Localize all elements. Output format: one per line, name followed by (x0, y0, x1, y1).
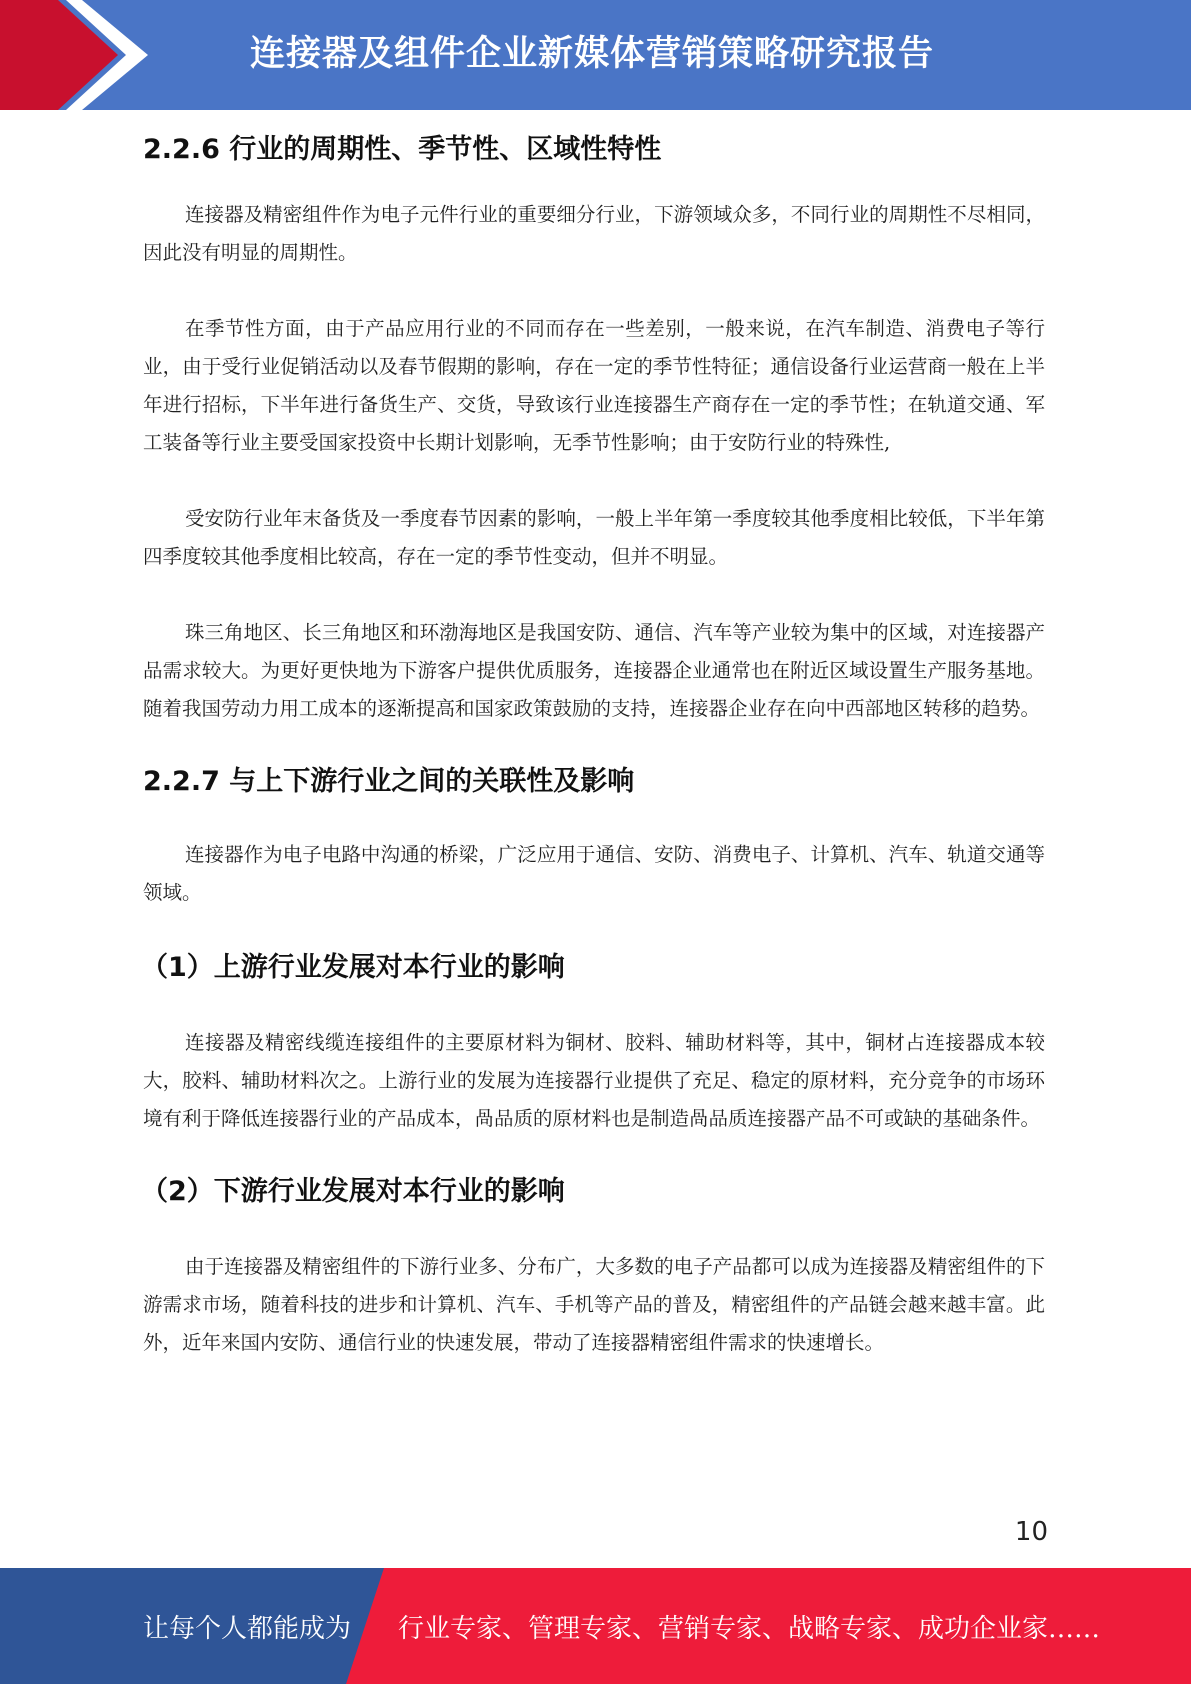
paragraph: 受安防行业年末备货及一季度春节因素的影响，一般上半年第一季度较其他季度相比较低，下半年第四季度较其他季度相比较高，存在一定的季节性变动，但并不明显。 (143, 507, 1045, 568)
report-title: 连接器及组件企业新媒体营销策略研究报告 (250, 34, 935, 74)
page-header (0, 0, 1191, 110)
subsection-heading-downstream: （2）下游行业发展对本行业的影响 (141, 1176, 565, 1207)
paragraph: 在季节性方面，由于产品应用行业的不同而存在一些差别，一般来说，在汽车制造、消费电子等行业，由于受行业促销活动以及春节假期的影响，存在一定的季节性特征；通信设备行业运营商一般在上半年进行招标，下半年进行备货生产、交货，导致该行业连接器生产商存在一定的季节性；在轨道交通、军工装备等行业主要受国家投资中长期计划影响，无季节性影响；由于安防行业的特殊性, (143, 317, 1045, 454)
subsection-heading-upstream: （1）上游行业发展对本行业的影响 (141, 952, 565, 983)
paragraph: 连接器及精密线缆连接组件的主要原材料为铜材、胶料、辅助材料等，其中，铜材占连接器成本较大，胶料、辅助材料次之。上游行业的发展为连接器行业提供了充足、稳定的原材料，充分竞争的市场环境有利于降低连接器行业的产品成本，咼品质的原材料也是制造咼品质连接器产品不可或缺的基础条件。 (143, 1031, 1045, 1130)
paragraph: 连接器作为电子电路中沟通的桥梁，广泛应用于通信、安防、消费电子、计算机、汽车、轨道交通等领域。 (143, 843, 1045, 904)
section-heading-2-2-6: 2.2.6 行业的周期性、季节性、区域性特性 (143, 134, 662, 165)
page-number: 10 (1014, 1517, 1048, 1547)
footer-slogan-right: 行业专家、管理专家、营销专家、战略专家、成功企业家…… (398, 1614, 1101, 1644)
footer-slogan-left: 让每个人都能成为 (143, 1614, 352, 1644)
paragraph: 珠三角地区、长三角地区和环渤海地区是我国安防、通信、汽车等产业较为集中的区域，对连接器产品需求较大。为更好更快地为下游客户提供优质服务，连接器企业通常也在附近区域设置生产服务基地。随着我国劳动力用工成本的逐渐提高和国家政策鼓励的支持，连接器企业存在向中西部地区转移的趋势。 (143, 621, 1045, 720)
document-body (143, 128, 1045, 1362)
header-chevron-graphic (0, 0, 160, 110)
paragraph: 由于连接器及精密组件的下游行业多、分布广，大多数的电子产品都可以成为连接器及精密组件的下游需求市场，随着科技的进步和计算机、汽车、手机等产品的普及，精密组件的产品链会越来越丰富。此外，近年来国内安防、通信行业的快速发展，带动了连接器精密组件需求的快速增长。 (143, 1255, 1045, 1354)
page-footer (0, 1568, 1191, 1684)
section-heading-2-2-7: 2.2.7 与上下游行业之间的关联性及影响 (143, 766, 635, 797)
paragraph: 连接器及精密组件作为电子元件行业的重要细分行业，下游领域众多，不同行业的周期性不尽相同，因此没有明显的周期性。 (143, 203, 1045, 264)
